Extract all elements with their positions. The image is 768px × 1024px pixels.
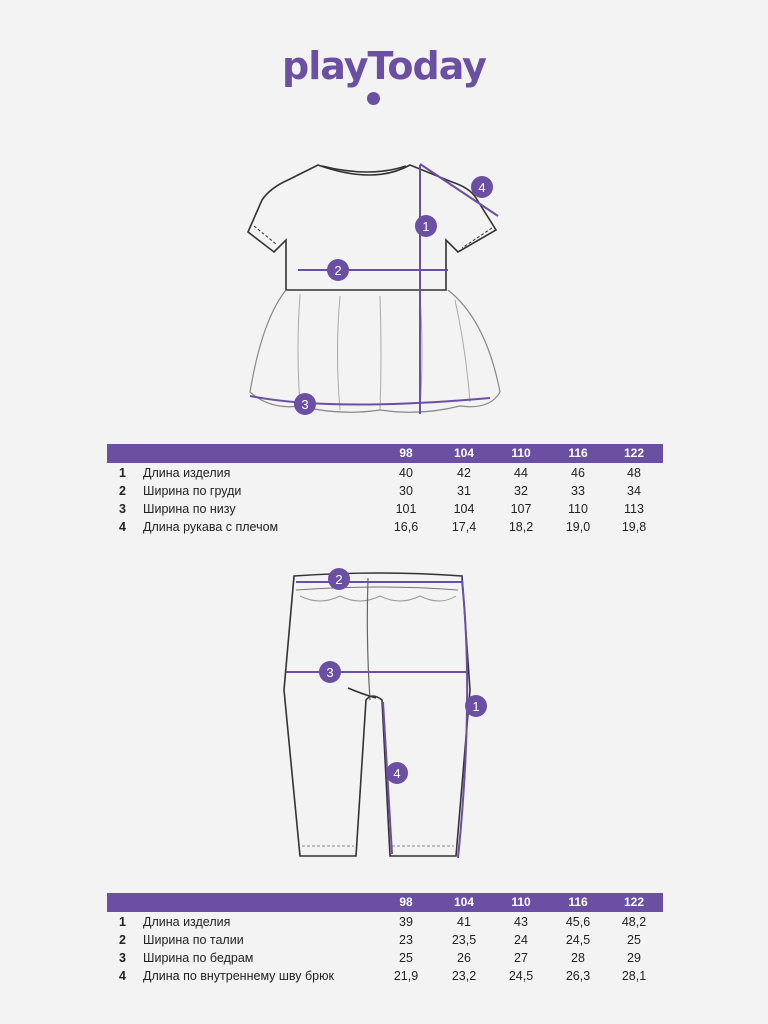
- table-row: [107, 518, 663, 536]
- row-label: Ширина по талии: [143, 933, 244, 947]
- table-cell: 42: [457, 466, 471, 480]
- table-cell: 48,2: [621, 915, 647, 929]
- top-size-table: [107, 444, 663, 536]
- row-number: 1: [119, 915, 126, 929]
- table-cell: 25: [399, 951, 413, 965]
- table-cell: 29: [627, 951, 641, 965]
- table-cell: 16,6: [393, 520, 419, 534]
- brand-logo: playToday: [282, 44, 486, 88]
- table-cell: 17,4: [451, 520, 477, 534]
- table-cell: 113: [624, 502, 644, 516]
- size-header: 98: [399, 446, 413, 460]
- svg-text:3: 3: [301, 397, 309, 412]
- size-header: 110: [511, 446, 531, 460]
- size-header: 104: [453, 446, 475, 460]
- table-cell: 19,8: [621, 520, 647, 534]
- row-number: 2: [119, 484, 126, 498]
- table-cell: 23,2: [451, 969, 477, 983]
- table-cell: 24: [514, 933, 528, 947]
- table-row: [107, 464, 663, 482]
- svg-text:3: 3: [326, 665, 334, 680]
- top-marker-3: [294, 393, 316, 415]
- row-label: Ширина по груди: [143, 484, 242, 498]
- table-cell: 18,2: [508, 520, 534, 534]
- table-cell: 21,9: [393, 969, 419, 983]
- top-garment-drawing: [0, 150, 768, 420]
- table-row: [107, 913, 663, 931]
- svg-text:2: 2: [334, 263, 342, 278]
- row-label: Длина по внутреннему шву брюк: [143, 969, 334, 983]
- svg-text:2: 2: [335, 572, 343, 587]
- table-cell: 48: [627, 466, 641, 480]
- table-cell: 41: [457, 915, 471, 929]
- table-cell: 110: [568, 502, 588, 516]
- table-row: [107, 931, 663, 949]
- row-number: 4: [119, 969, 126, 983]
- row-label: Ширина по бедрам: [143, 951, 254, 965]
- row-number: 2: [119, 933, 126, 947]
- pants-marker-1: [465, 695, 487, 717]
- table-cell: 45,6: [565, 915, 591, 929]
- table-cell: 25: [627, 933, 641, 947]
- pants-drawing: [0, 560, 768, 870]
- table-cell: 34: [627, 484, 641, 498]
- top-marker-1: [415, 215, 437, 237]
- table-cell: 46: [571, 466, 585, 480]
- table-cell: 32: [514, 484, 528, 498]
- pants-size-table: [107, 893, 663, 985]
- table-cell: 39: [399, 915, 413, 929]
- top-marker-2: [327, 259, 349, 281]
- table-row: [107, 949, 663, 967]
- table-cell: 24,5: [565, 933, 591, 947]
- table-cell: 23: [399, 933, 413, 947]
- pants-marker-4: [386, 762, 408, 784]
- pants-table-header: [107, 893, 663, 912]
- size-header: 104: [453, 895, 475, 909]
- top-marker-4: [471, 176, 493, 198]
- table-cell: 27: [514, 951, 528, 965]
- table-cell: 26,3: [565, 969, 591, 983]
- size-header: 116: [568, 446, 588, 460]
- table-row: [107, 500, 663, 518]
- table-cell: 30: [399, 484, 413, 498]
- table-cell: 104: [453, 502, 475, 516]
- table-cell: 33: [571, 484, 585, 498]
- table-cell: 26: [457, 951, 471, 965]
- table-cell: 43: [514, 915, 528, 929]
- svg-text:4: 4: [393, 766, 401, 781]
- row-number: 4: [119, 520, 126, 534]
- table-row: [107, 482, 663, 500]
- size-header: 122: [623, 895, 645, 909]
- svg-text:1: 1: [472, 699, 480, 714]
- table-cell: 40: [399, 466, 413, 480]
- row-label: Длина изделия: [143, 466, 231, 480]
- size-header: 122: [623, 446, 645, 460]
- table-cell: 44: [514, 466, 528, 480]
- table-cell: 101: [395, 502, 417, 516]
- size-header: 110: [511, 895, 531, 909]
- svg-text:1: 1: [422, 219, 430, 234]
- table-row: [107, 967, 663, 985]
- top-table-header: [107, 444, 663, 463]
- table-cell: 24,5: [508, 969, 534, 983]
- row-number: 3: [119, 951, 126, 965]
- table-cell: 28: [571, 951, 585, 965]
- table-cell: 31: [457, 484, 471, 498]
- size-header: 116: [568, 895, 588, 909]
- row-label: Длина рукава с плечом: [143, 520, 279, 534]
- row-number: 1: [119, 466, 126, 480]
- brand-logo-dot: [367, 92, 380, 105]
- row-label: Длина изделия: [143, 915, 231, 929]
- table-cell: 19,0: [565, 520, 591, 534]
- row-number: 3: [119, 502, 126, 516]
- svg-text:4: 4: [478, 180, 486, 195]
- pants-marker-3: [319, 661, 341, 683]
- size-header: 98: [399, 895, 413, 909]
- pants-marker-2: [328, 568, 350, 590]
- table-cell: 28,1: [621, 969, 647, 983]
- table-cell: 23,5: [451, 933, 477, 947]
- table-cell: 107: [510, 502, 532, 516]
- row-label: Ширина по низу: [143, 502, 236, 516]
